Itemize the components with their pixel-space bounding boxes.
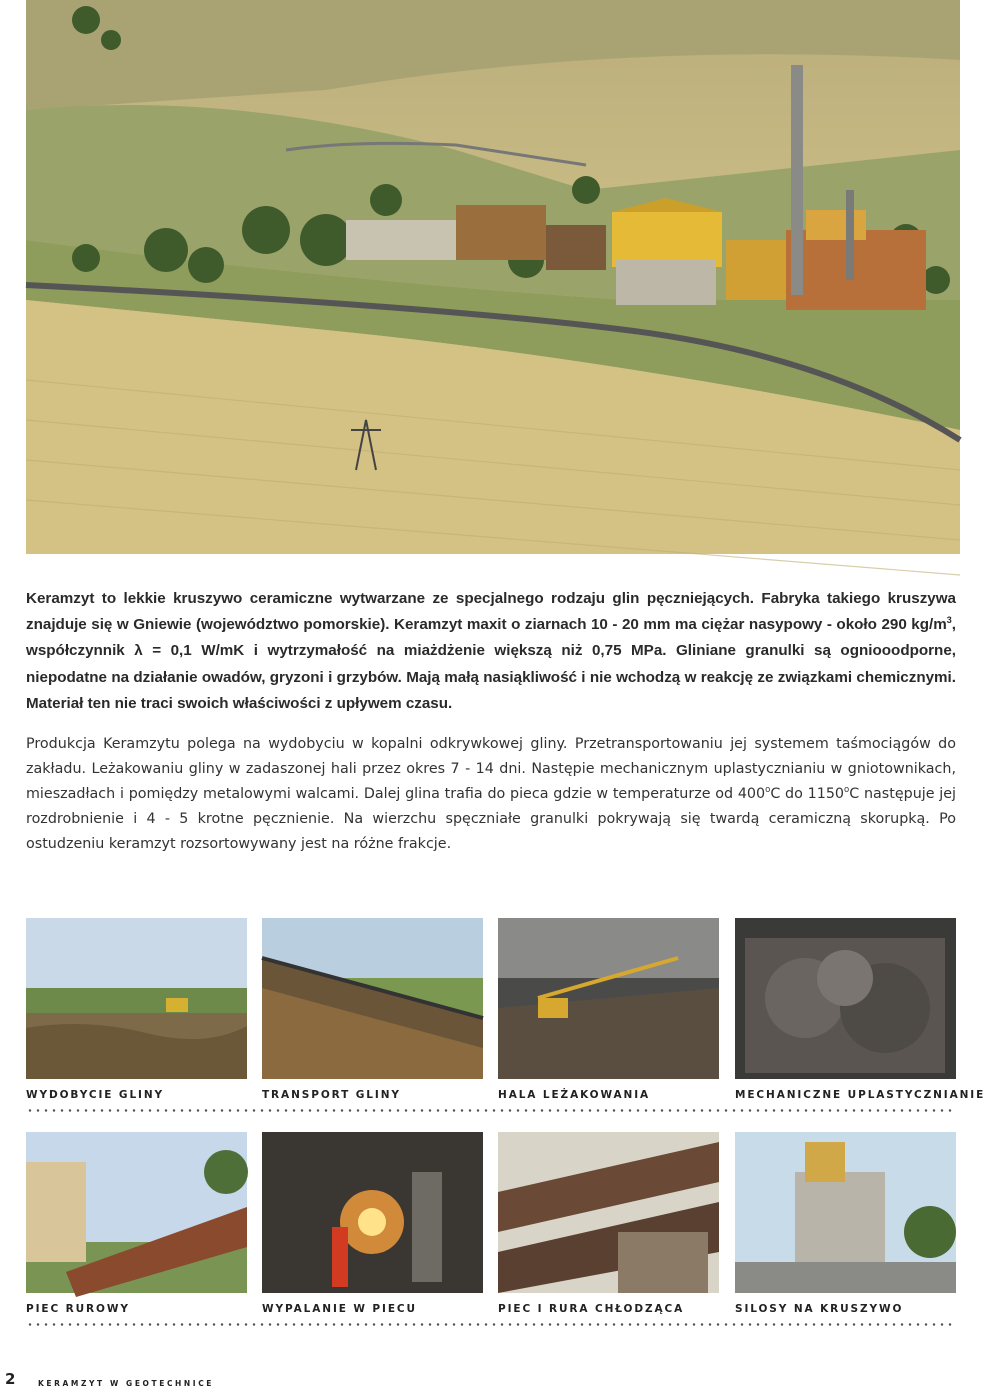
production-paragraph: Produkcja Keramzytu polega na wydobyciu w kopalni odkrywkowej gliny. Przetransportowaniu jej systemem taśmociągów do zakładu. Leżakowaniu gliny w zadaszonej hali przez okres 7 - 14 dni. Następie mechanicznym uplastycznianiu w gniotownikach, mieszadłach i pomiędzy metalowymi walcami. Dalej glina trafia do pieca gdzie w temperaturze od 400$^o$C do 1150$^o$C następuje jej rozdrobnienie i 4 - 5 krotne pęcznienie. Na wierzchu spęczniałe granulki pokrywają się twardą ceramiczną skorupką. Po ostudzeniu keramzyt rozsortowywany jest na różne frakcje. [26,736,957,852]
photo-aggregate-silos [735,1132,956,1293]
photo-kiln-firing [262,1132,483,1293]
caption-clay-transport: TRANSPORT GLINY [262,1089,401,1101]
hero-aerial-photo [26,0,960,554]
footer-title: KERAMZYT W GEOTECHNICE [38,1379,215,1388]
caption-kiln-cooling-pipe: PIEC I RURA CHŁODZĄCA [498,1303,685,1315]
photo-storage-hall [498,918,719,1079]
photo-clay-transport [262,918,483,1079]
caption-rotary-kiln: PIEC RUROWY [26,1303,130,1315]
dotted-divider [26,1109,956,1112]
caption-mechanical-plasticizing: MECHANICZNE UPLASTYCZNIANIE [735,1089,985,1101]
photo-clay-extraction [26,918,247,1079]
page-number: 2 [5,1370,16,1388]
caption-clay-extraction: WYDOBYCIE GLINY [26,1089,165,1101]
intro-paragraph: Keramzyt to lekkie kruszywo ceramiczne wytwarzane ze specjalnego rodzaju glin pęczniejących. Fabryka takiego kruszywa znajduje się w Gniewie (województwo pomorskie). Keramzyt maxit o ziarnach 10 - 20 mm ma ciężar nasypowy - około 290 $kg/m^3$, współczynnik λ = 0,1 W/mK i wytrzymałość na miażdżenie większą niż 0,75 MPa. Gliniane granulki są ogniooodporne, niepodatne na działanie owadów, gryzoni i grzybów. Mają małą nasiąkliwość i nie wchodzą w reakcję ze związkami chemicznymi. Materiał ten nie traci swoich właściwości z upływem czasu. [26,590,956,712]
photo-rotary-kiln [26,1132,247,1293]
photo-kiln-cooling-pipe [498,1132,719,1293]
caption-aggregate-silos: SILOSY NA KRUSZYWO [735,1303,904,1315]
caption-storage-hall: HALA LEŻAKOWANIA [498,1089,651,1101]
photo-mechanical-plasticizing [735,918,956,1079]
caption-kiln-firing: WYPALANIE W PIECU [262,1303,417,1315]
dotted-divider [26,1323,956,1326]
